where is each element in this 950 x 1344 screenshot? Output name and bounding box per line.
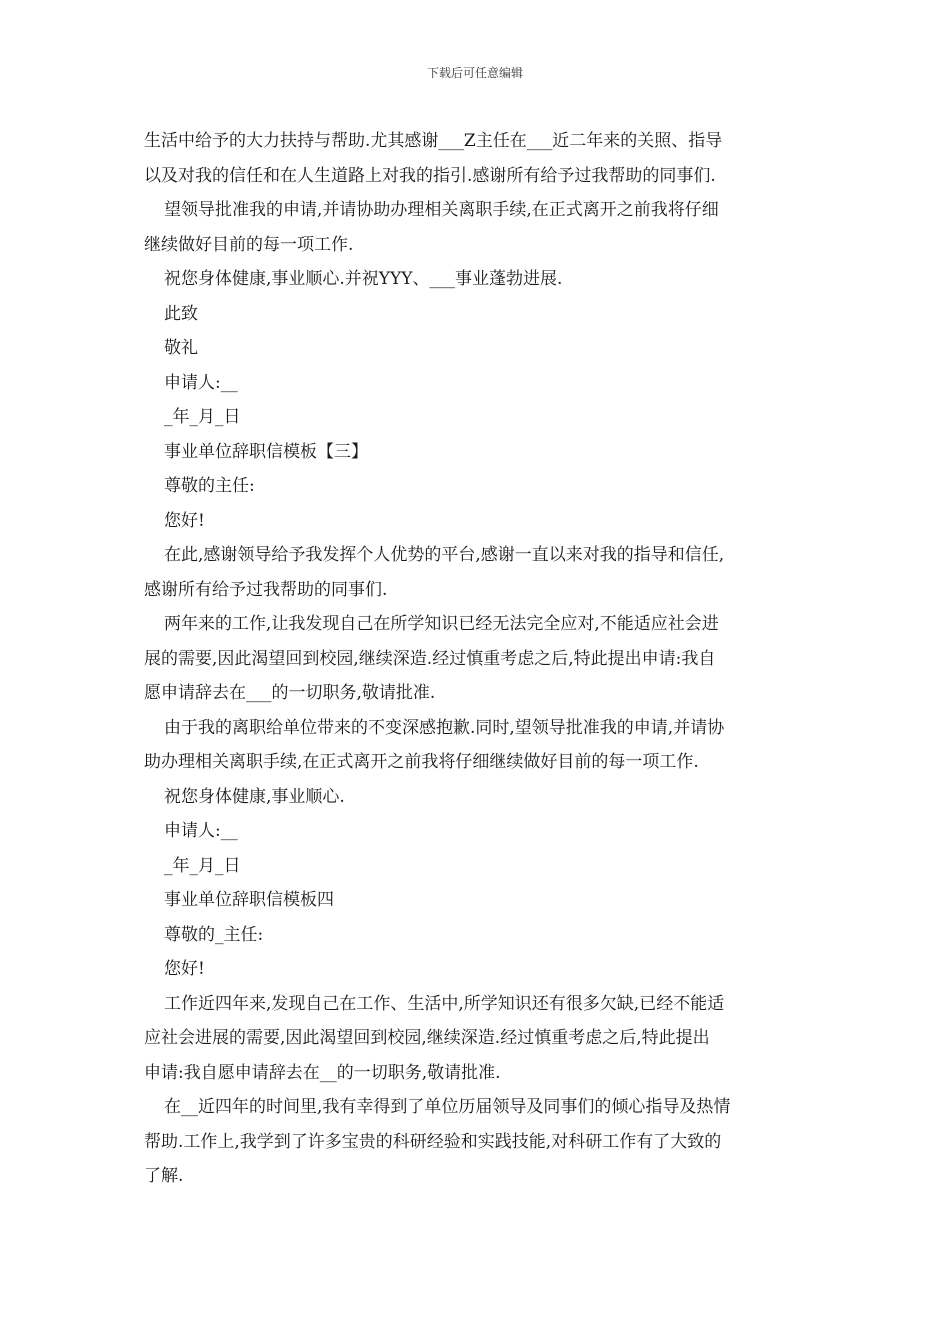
text-line: _年_月_日 (164, 855, 241, 876)
text-line: 继续做好目前的每一项工作. (144, 234, 354, 255)
text-line: 在__近四年的时间里,我有幸得到了单位历届领导及同事们的倾心指导及热情 (164, 1097, 731, 1117)
text-line: 以及对我的信任和在人生道路上对我的指引.感谢所有给予过我帮助的同事们. (144, 165, 716, 186)
text-line: 了解. (144, 1166, 184, 1186)
text-line: 感谢所有给予过我帮助的同事们. (144, 579, 388, 600)
text-line: 生活中给予的大力扶持与帮助.尤其感谢___Z主任在___近二年来的关照、指导 (144, 131, 723, 151)
text-line: 祝您身体健康,事业顺心.并祝YYY、___事业蓬勃进展. (164, 269, 563, 289)
text-line: 应社会进展的需要,因此渴望回到校园,继续深造.经过慎重考虑之后,特此提出 (144, 1028, 710, 1048)
text-line: 帮助.工作上,我学到了许多宝贵的科研经验和实践技能,对科研工作有了大致的 (144, 1131, 722, 1152)
text-line: 愿申请辞去在___的一切职务,敬请批准. (144, 683, 436, 703)
document-body (144, 124, 808, 1194)
text-line: _年_月_日 (164, 407, 241, 427)
text-line: 尊敬的_主任: (164, 924, 264, 945)
text-line: 申请:我自愿申请辞去在__的一切职务,敬请批准. (144, 1062, 501, 1083)
text-line: 在此,感谢领导给予我发挥个人优势的平台,感谢一直以来对我的指导和信任, (164, 545, 725, 565)
text-line: 敬礼 (164, 338, 198, 358)
text-line: 助办理相关离职手续,在正式离开之前我将仔细继续做好目前的每一项工作. (144, 752, 699, 772)
text-line: 祝您身体健康,事业顺心. (164, 786, 345, 807)
text-line: 您好! (164, 510, 205, 531)
text-line: 您好! (164, 959, 205, 979)
text-line: 望领导批准我的申请,并请协助办理相关离职手续,在正式离开之前我将仔细 (164, 200, 719, 220)
text-line: 由于我的离职给单位带来的不变深感抱歉.同时,望领导批准我的申请,并请协 (164, 717, 725, 738)
text-line: 申请人:__ (164, 372, 238, 393)
text-line: 此致 (164, 303, 198, 324)
text-line: 事业单位辞职信模板四 (164, 890, 334, 910)
text-line: 申请人:__ (164, 821, 238, 841)
text-line: 工作近四年来,发现自己在工作、生活中,所学知识还有很多欠缺,已经不能适 (164, 993, 725, 1014)
text-line: 展的需要,因此渴望回到校园,继续深造.经过慎重考虑之后,特此提出申请:我自 (144, 648, 716, 669)
text-line: 两年来的工作,让我发现自己在所学知识已经无法完全应对,不能适应社会进 (164, 614, 719, 634)
text-line: 尊敬的主任: (164, 476, 255, 496)
text-line: 事业单位辞职信模板【三】 (164, 441, 368, 462)
page-header: 下载后可任意编辑 (426, 66, 523, 80)
